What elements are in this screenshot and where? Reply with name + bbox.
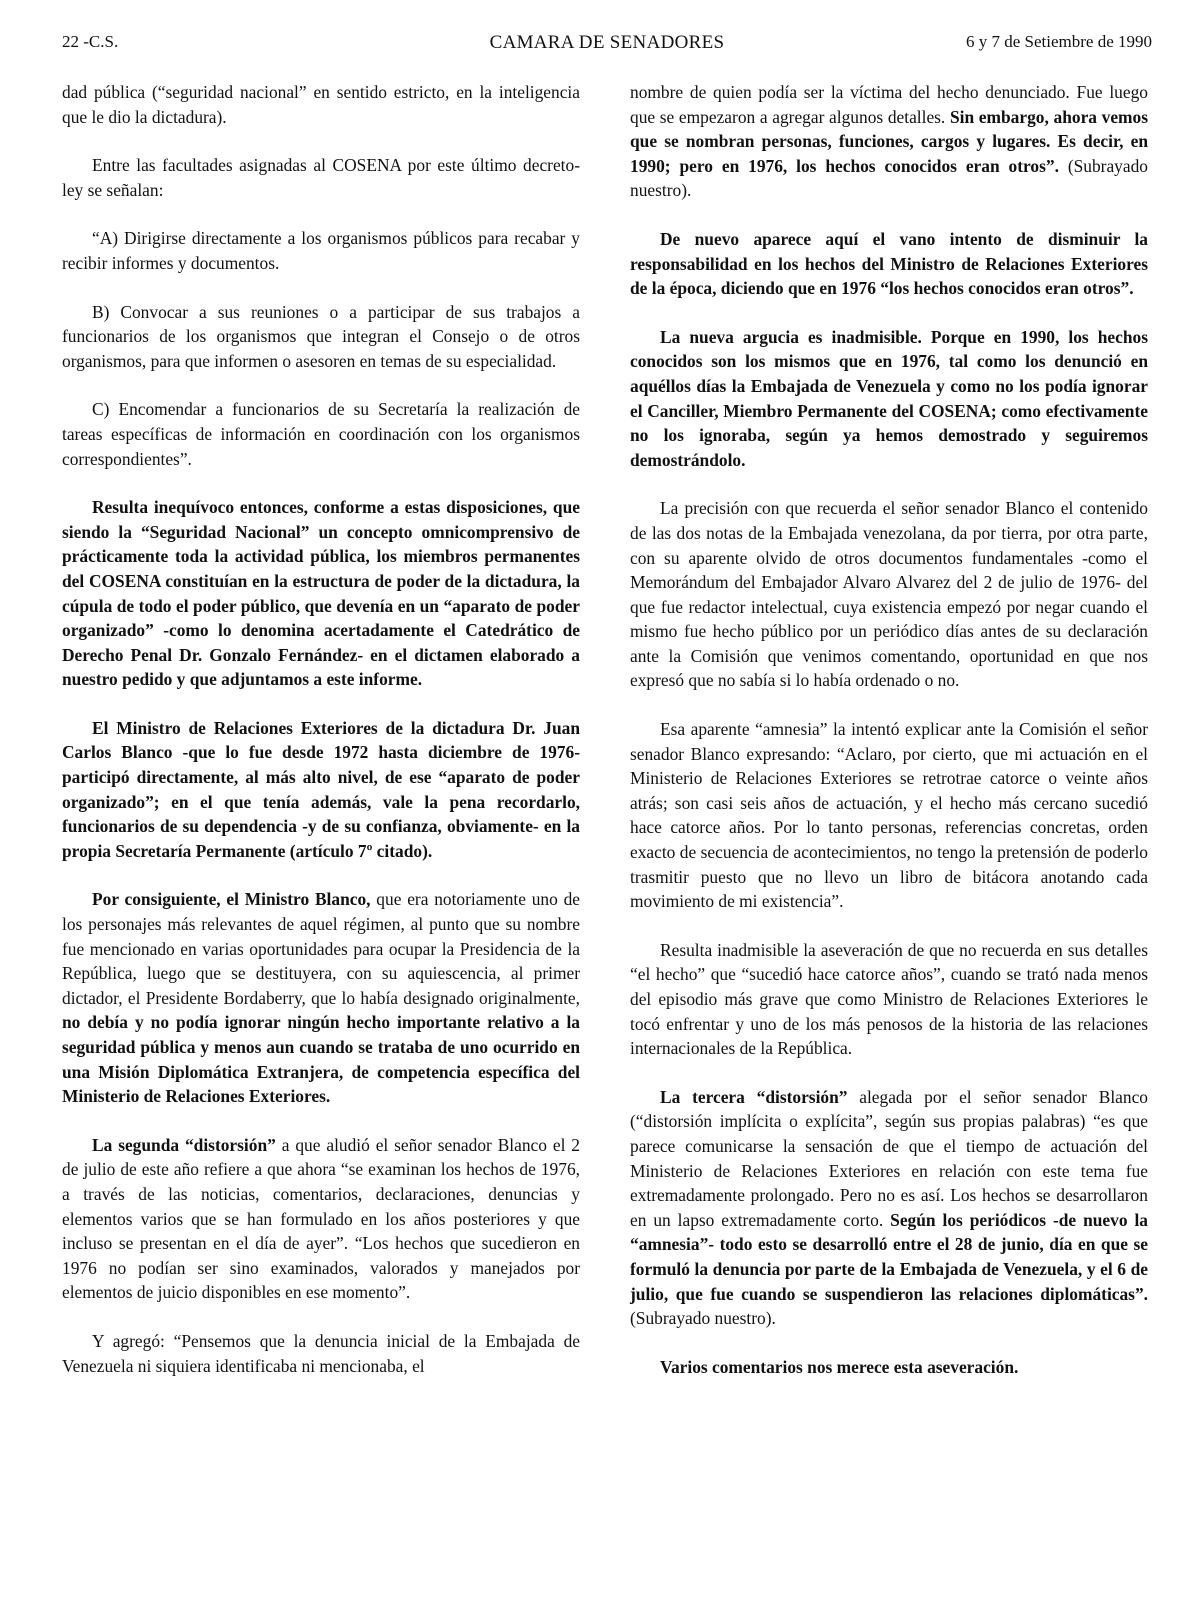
paragraph-seguridad-nacional: dad pública (“seguridad nacional” en sentido estricto, en la inteligencia que le dio la dictadura). [62, 82, 580, 127]
bold-text: La segunda “distorsión” [92, 1134, 276, 1155]
bold-text: Por consiguiente, el Ministro Blanco, [92, 889, 371, 910]
regular-text: (Subrayado nuestro). [630, 1308, 776, 1329]
regular-text: al punto que su nombre fue mencionado en varias oportunidades para ocupar la Presidencia de la República, luego que se destituyera, con su aquiescencia, al primer dictador, el Presidente Bordaberry, que lo había designado originalmente, [62, 914, 580, 1008]
paragraph-inadmisible: Resulta inadmisible la aseveración de que no recuerda en sus detalles “el hecho” que “sucedió hace catorce años”, cuando se trató nada menos del episodio más grave que como Ministro de Relaciones Exteriores le tocó enfrentar y uno de los más penosos de la historia de las relaciones internacionales de la República. [630, 939, 1148, 1059]
paragraph-tercera-distorsion [630, 1085, 1148, 1331]
page-number: 22 -C.S. [62, 32, 119, 51]
bold-text: La tercera “distorsión” [660, 1086, 848, 1107]
left-column [62, 80, 580, 1378]
paragraph-facultades: Entre las facultades asignadas al COSENA por este último decreto-ley se señalan: [62, 155, 580, 200]
paragraph-amnesia: Esa aparente “amnesia” la intentó explicar ante la Comisión el señor senador Blanco expresando: “Aclaro, por cierto, que mi actuación en el Ministerio de Relaciones Exteriores se retrotrae catorce o veinte años atrás; son casi seis años de actuación, y el hecho más cercano sucedió hace catorce años. Por lo tanto personas, referencias concretas, orden exacto de secuencia de acontecimientos, no tengo la pretensión de poderlo trasmitir puesto que no llevo un libro de bitácora anotando cada movimiento de mi existencia”. [630, 719, 1148, 912]
paragraph-item-c: C) Encomendar a funcionarios de su Secretaría la realización de tareas específicas de información en coordinación con los organismos correspondientes”. [62, 399, 580, 469]
paragraph-resulta-inequivoco: Resulta inequívoco entonces, conforme a estas disposiciones, que siendo la “Seguridad Nacional” un concepto omnicomprensivo de prácticamente toda la actividad pública, los miembros permanentes del COSENA constituían en la estructura de poder de la dictadura, la cúpula de todo el poder público, que devenía en un “aparato de poder organizado” -como lo denomina acertadamente el Catedrático de Derecho Penal Dr. Gonzalo Fernández- en el dictamen elaborado a nuestro pedido y que adjuntamos a este informe. [62, 497, 580, 690]
bold-text: Según los periódicos -de nuevo la “amnesia”- todo esto se desarrolló entre el 28 de junio, día en que se formuló la denuncia por parte de la Embajada de Venezuela, y el 6 de julio, que fue cuando se suspendieron las relaciones diplomáticas”. [630, 1209, 1148, 1304]
paragraph-segunda-distorsion [62, 1133, 580, 1305]
paragraph-por-consiguiente [62, 887, 580, 1108]
regular-text: a que aludió el señor senador Blanco el 2 de julio de este año refiere a que ahora “se examinan los hechos de 1976, a través de las noticias, comentarios, declaraciones, denuncias y elementos varios que se han formulado en los años posteriores y que incluso se presentan en el día de ayer”. “Los hechos que sucedieron en 1976 no podían ser sino examinados, valorados y manejados por elementos de juicio disponibles en ese momento”. [62, 1134, 581, 1303]
paragraph-varios-comentarios: Varios comentarios nos merece esta aseveración. [660, 1356, 1019, 1377]
regular-text: que era notoriamente uno de los personajes más relevantes de aquel régimen, [62, 889, 581, 935]
bold-text: Sin embargo, ahora vemos que se nombran personas, funciones, cargos y lugares. Es decir, en 1990; pero en 1976, los hechos conocidos eran otros”. [630, 106, 1149, 176]
paragraph-item-b: B) Convocar a sus reuniones o a participar de sus trabajos a funcionarios de los organismos que integran el Consejo o de otros organismos, para que informen o asesoren en temas de su especialidad. [62, 301, 580, 371]
regular-text: nombre de quien podía ser la víctima del hecho denunciado. Fue luego que se empezaron a agregar algunos detalles. [630, 82, 1148, 127]
page-header [62, 32, 1152, 62]
paragraph-nombre-victima [630, 80, 1148, 203]
session-date: 6 y 7 de Setiembre de 1990 [965, 32, 1152, 51]
paragraph-ministro-relaciones: El Ministro de Relaciones Exteriores de la dictadura Dr. Juan Carlos Blanco -que lo fue desde 1972 hasta diciembre de 1976- participó directamente, al más alto nivel, de ese “aparato de poder organizado”; en el que tenía además, vale la pena recordarlo, funcionarios de su dependencia -y de su confianza, obviamente- en la propia Secretaría Permanente (artículo 7º citado). [62, 717, 580, 861]
paragraph-y-agrego: Y agregó: “Pensemos que la denuncia inicial de la Embajada de Venezuela ni siquiera identificaba ni mencionaba, el [62, 1330, 580, 1376]
paragraph-precision: La precisión con que recuerda el señor senador Blanco el contenido de las dos notas de la Embajada venezolana, da por tierra, por otra parte, con su aparente olvido de otros documentos fundamentales -como el Memorándum del Embajador Alvaro Alvarez del 2 de julio de 1976- del que fue redactor intelectual, cuya existencia empezó por negar cuando el mismo fue hecho público por un periódico días antes de su declaración ante la Comisión que venimos comentando, oportunidad en que nos expresó que no sabía si lo había ordenado o no. [630, 498, 1148, 691]
regular-text: (Subrayado nuestro). [630, 155, 1148, 201]
right-column [630, 80, 1148, 1379]
publication-title: CAMARA DE SENADORES [489, 32, 725, 53]
regular-text: alegada por el señor senador Blanco (“distorsión implícita o explícita”, según sus propias palabras) “es que parece comunicarse la sensación de que el tiempo de actuación del Ministerio de Relaciones Exteriores en relación con este tema fue extremadamente prolongado. Pero no es así. Los hechos se desarrollaron en un lapso extremadamente corto. [630, 1086, 1148, 1230]
paragraph-vano-intento: De nuevo aparece aquí el vano intento de disminuir la responsabilidad en los hechos del Ministro de Relaciones Exteriores de la época, diciendo que en 1976 “los hechos conocidos eran otros”. [630, 228, 1148, 299]
paragraph-item-a: “A) Dirigirse directamente a los organismos públicos para recabar y recibir informes y documentos. [62, 228, 580, 273]
paragraph-nueva-argucia: La nueva argucia es inadmisible. Porque en 1990, los hechos conocidos son los mismos que en 1976, tal como los denunció en aquéllos días la Embajada de Venezuela y como no los podía ignorar el Canciller, Miembro Permanente del COSENA; como efectivamente no los ignoraba, según ya hemos demostrado y seguiremos demostrándolo. [630, 326, 1148, 470]
bold-text: no debía y no podía ignorar ningún hecho importante relativo a la seguridad pública y menos aun cuando se trataba de uno ocurrido en una Misión Diplomática Extranjera, de competencia específica del Ministerio de Relaciones Exteriores. [62, 1012, 580, 1107]
